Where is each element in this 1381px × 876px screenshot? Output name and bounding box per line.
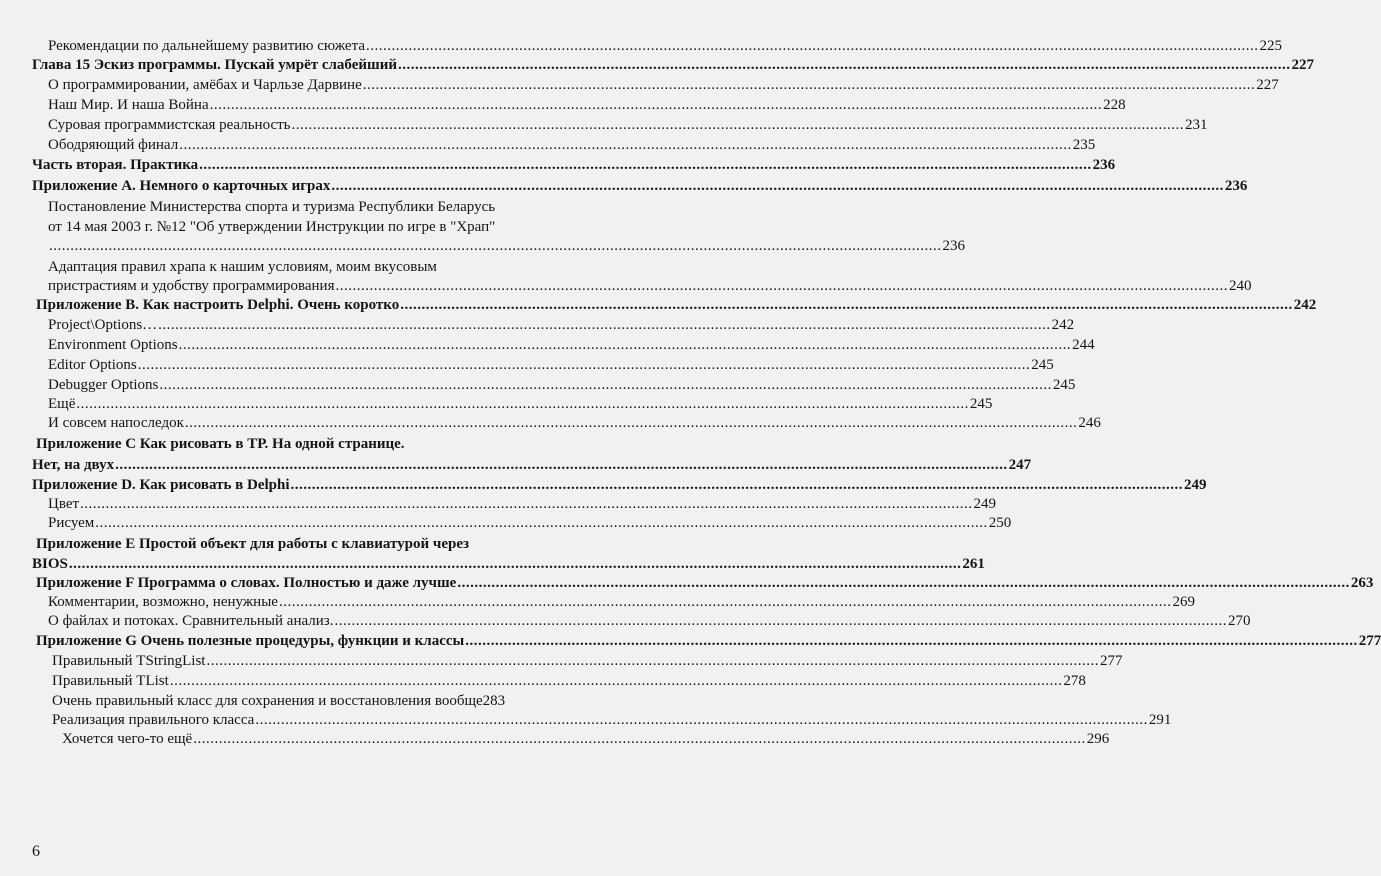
toc-entry-title: Приложение D. Как рисовать в Delphi [32, 477, 290, 493]
toc-entry [52, 693, 568, 710]
toc-entry-title-line-2: от 14 мая 2003 г. №12 "Об утверждении Инструкции по игре в "Храп" [48, 219, 496, 235]
toc-entry-page: 236 [1092, 157, 1116, 173]
toc-entry-page: 296 [1086, 731, 1110, 747]
toc-entry-title: Правильный TStringList [52, 653, 206, 669]
toc-entry-title: Debugger Options [48, 377, 159, 393]
toc-entry-page: 227 [1291, 57, 1314, 73]
toc-entry-title: Приложение В. Как настроить Delphi. Очень коротко [36, 297, 400, 313]
toc-entry-page: 235 [1072, 137, 1096, 153]
toc-entry-title: Ещё [48, 396, 76, 412]
toc-chapter-entry [32, 57, 1314, 74]
toc-entry-title-line-1: Адаптация правил храпа к нашим условиям, моим вкусовым [48, 259, 437, 275]
toc-appendix-title-line-1: Приложение С Как рисовать в ТР. На одной странице. [36, 436, 405, 452]
page-number: 6 [32, 843, 40, 860]
toc-entry [48, 357, 1054, 374]
toc-entry-title-line-2: Нет, на двух [32, 457, 115, 473]
toc-entry-page: 249 [973, 496, 997, 512]
toc-entry-page: 278 [1063, 673, 1086, 689]
toc-entry-page: 263 [1350, 575, 1374, 591]
toc-appendix-entry [36, 575, 1374, 592]
toc-entry-title: Глава 15 Эскиз программы. Пускай умрёт слабейший [32, 57, 397, 73]
toc-entry-title: Часть вторая. Практика [32, 157, 199, 173]
toc-entry-title: Реализация правильного класса [52, 712, 255, 728]
toc-entry-title: Project\Options… [48, 317, 158, 333]
toc-entry-title: Наш Мир. И наша Война [48, 97, 209, 113]
toc-entry [48, 337, 1095, 354]
toc-entry-page: 240 [1228, 278, 1252, 294]
toc-entry-title: Хочется чего-то ещё [62, 731, 193, 747]
toc-appendix-entry [32, 178, 1248, 195]
toc-entry-title: Суровая программистская реальность [48, 117, 291, 133]
toc-entry-page: 277 [1358, 633, 1381, 649]
toc-entry-page: 225 [1259, 38, 1282, 54]
toc-appendix-entry [36, 297, 1317, 314]
toc-entry-title: Ободряющий финал [48, 137, 179, 153]
toc-entry-title: Комментарии, возможно, ненужные [48, 594, 278, 610]
toc-entry [48, 613, 1251, 630]
toc-entry-page: 228 [1103, 97, 1126, 113]
toc-entry [48, 278, 1252, 295]
toc-entry-title: Environment Options [48, 337, 178, 353]
toc-entry-page: 291 [1148, 712, 1172, 728]
toc-entry [48, 594, 1195, 611]
toc-entry-title: Приложение А. Немного о карточных играх [32, 178, 331, 194]
toc-entry-page: 245 [1031, 357, 1054, 373]
toc-entry-title-line-2: пристрастиям и удобству программирования [48, 278, 335, 294]
toc-entry [48, 396, 993, 413]
toc-entry-title: Editor Options [48, 357, 137, 373]
toc-entry-title: Приложение F Программа о словах. Полностью и даже лучше [36, 575, 457, 591]
toc-entry-page: 247 [1008, 457, 1032, 473]
toc-entry-title: Очень правильный класс для сохранения и восстановления вообще [52, 693, 483, 709]
toc-entry-page: 245 [969, 396, 993, 412]
toc-entry-title: Рисуем [48, 515, 95, 531]
toc-entry-title-line-1: Постановление Министерства спорта и туризма Республики Беларусь [48, 199, 496, 215]
toc-entry [52, 653, 1123, 670]
toc-entry-page: 236 [942, 238, 965, 254]
toc-entry-page: 242 [1051, 317, 1075, 333]
toc-entry-page: 249 [1184, 477, 1207, 493]
toc-entry-page: 277 [1099, 653, 1123, 669]
toc-entry-page: 283 [482, 693, 506, 709]
toc-entry-page: 261 [962, 556, 985, 572]
toc-entry-title: О файлах и потоках. Сравнительный анализ. [48, 613, 334, 629]
toc-entry-title: Правильный TList [52, 673, 169, 689]
toc-entry-page: 245 [1052, 377, 1076, 393]
toc-appendix-entry [32, 457, 1032, 474]
toc-entry-title: Рекомендации по дальнейшему развитию сюжета [48, 38, 365, 54]
toc-entry [48, 38, 1282, 55]
toc-entry [52, 673, 1086, 690]
toc-entry-title-line-2: BIOS [32, 556, 68, 572]
toc-entry-page: 242 [1293, 297, 1317, 313]
toc-entry [48, 137, 1096, 154]
toc-entry [48, 317, 1075, 334]
toc-entry-page: 227 [1256, 77, 1279, 93]
toc-entry-title: Цвет [48, 496, 80, 512]
toc-entry-title: Приложение G Очень полезные процедуры, функции и классы [36, 633, 465, 649]
toc-appendix-entry [32, 556, 985, 573]
toc-entry-page: 231 [1185, 117, 1208, 133]
toc-entry-page: 244 [1072, 337, 1095, 353]
toc-entry [62, 731, 1110, 748]
toc-entry-page: 250 [988, 515, 1012, 531]
toc-appendix-entry [32, 477, 1207, 494]
toc-entry [52, 712, 1172, 729]
toc-entry [48, 97, 1126, 114]
toc-entry [48, 377, 1076, 394]
toc-part-entry [32, 157, 1116, 174]
toc-entry-title: И совсем напоследок [48, 415, 184, 431]
toc-entry [48, 515, 1012, 532]
toc-entry-page: 270 [1227, 613, 1251, 629]
toc-appendix-title-line-1: Приложение Е Простой объект для работы с клавиатурой через [36, 536, 470, 552]
toc-entry [48, 117, 1208, 134]
toc-entry [48, 77, 1279, 94]
toc-appendix-entry [36, 633, 1381, 650]
toc-entry-title: О программировании, амёбах и Чарльзе Дарвине [48, 77, 362, 93]
toc-entry [48, 496, 997, 513]
toc-entry-page: 269 [1172, 594, 1195, 610]
toc-entry-page: 246 [1078, 415, 1101, 431]
toc-entry-continuation [48, 238, 965, 255]
toc-entry [48, 415, 1101, 432]
toc-entry-page: 236 [1224, 178, 1248, 194]
